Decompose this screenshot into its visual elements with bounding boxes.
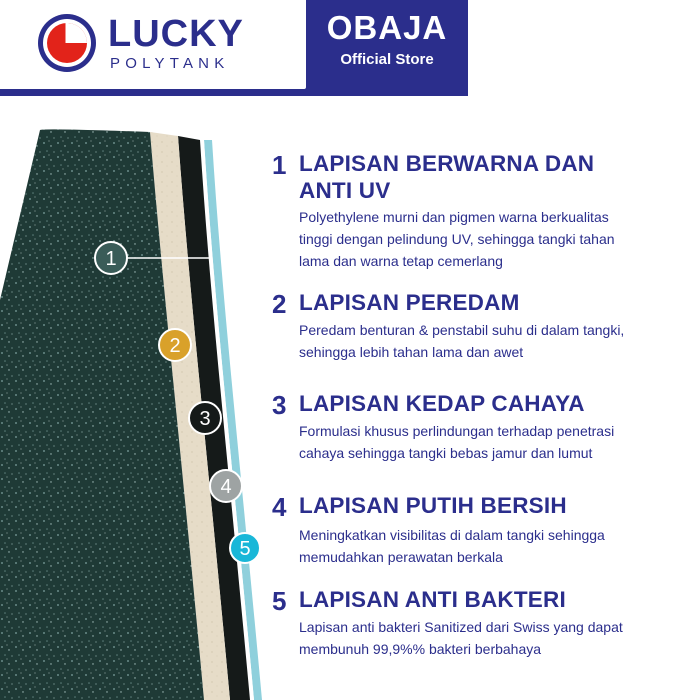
layer-number: 2	[272, 289, 287, 319]
badge-1	[95, 242, 127, 274]
layer-title: LAPISAN PUTIH BERSIH	[299, 493, 567, 518]
svg-text:5: 5	[239, 538, 251, 560]
layer-description: Formulasi khusus perlindungan terhadap penetrasi cahaya sehingga tangki bebas jamur dan lumut	[299, 423, 615, 461]
svg-text:1: 1	[105, 248, 117, 270]
badge-5	[230, 533, 260, 563]
svg-text:4: 4	[220, 476, 232, 498]
layer-title: LAPISAN BERWARNA DAN ANTI UV	[299, 151, 595, 203]
layer-number: 5	[272, 586, 287, 616]
layer-description: Peredam benturan & penstabil suhu di dalam tangki, sehingga lebih tahan lama dan awet	[299, 322, 625, 360]
store-subtitle: Official Store	[340, 51, 434, 68]
layer-description: Lapisan anti bakteri Sanitized dari Swiss yang dapat membunuh 99,9%% bakteri berbahaya	[299, 619, 623, 657]
layer-title: LAPISAN ANTI BAKTERI	[299, 587, 566, 612]
layer-number: 3	[272, 390, 287, 420]
svg-text:3: 3	[199, 408, 211, 430]
layer-number: 1	[272, 150, 287, 180]
layer-description: Meningkatkan visibilitas di dalam tangki sehingga memudahkan perawatan berkala	[299, 527, 605, 565]
store-name: OBAJA	[326, 9, 448, 46]
brand-name: LUCKY	[108, 13, 244, 55]
layer-description: Polyethylene murni dan pigmen warna berkualitas tinggi dengan pelindung UV, sehingga tangki tahan lama dan warna tetap cemerlang	[299, 209, 615, 269]
layer-title: LAPISAN KEDAP CAHAYA	[299, 391, 585, 416]
layer-number: 4	[272, 492, 287, 522]
layer-title: LAPISAN PEREDAM	[299, 290, 520, 315]
badge-3	[189, 402, 221, 434]
badge-4	[210, 470, 242, 502]
badge-2	[159, 329, 191, 361]
svg-text:2: 2	[169, 335, 181, 357]
brand-subtitle: POLYTANK	[110, 55, 230, 72]
